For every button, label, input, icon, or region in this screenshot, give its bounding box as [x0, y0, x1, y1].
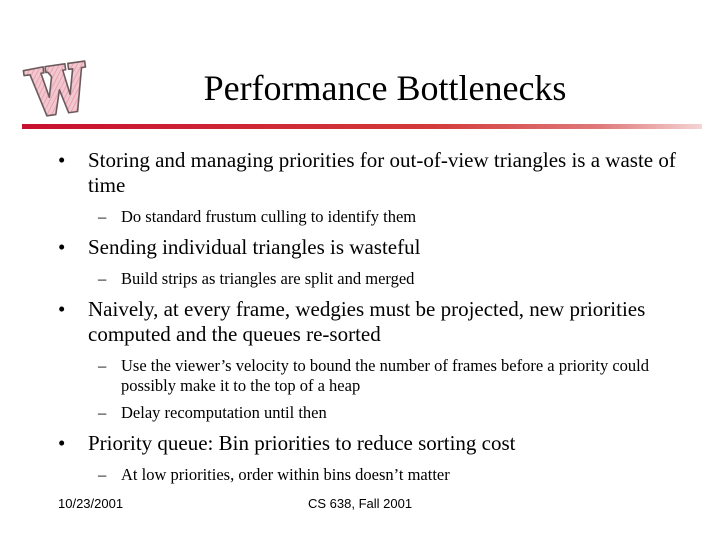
- sub-bullet-item: [58, 465, 688, 485]
- bullet-dot: •: [58, 235, 66, 259]
- bullet-dot: •: [58, 297, 66, 321]
- bullet-text: Naively, at every frame, wedgies must be projected, new priorities computed and the queues re-sorted: [88, 297, 646, 346]
- sub-bullet-text: Use the viewer’s velocity to bound the number of frames before a priority could possibly make it to the top of a heap: [121, 356, 649, 395]
- sub-bullet-text: Build strips as triangles are split and merged: [121, 269, 415, 288]
- sub-bullet-dash: –: [98, 269, 107, 288]
- bullet-dot: •: [58, 431, 66, 455]
- bullet-item: [58, 235, 688, 260]
- sub-bullet-dash: –: [98, 465, 107, 484]
- bullet-item: [58, 297, 688, 347]
- sub-bullet-item: [58, 207, 688, 227]
- sub-bullet-text: At low priorities, order within bins doesn’t matter: [121, 465, 450, 484]
- bullet-item: [58, 148, 688, 198]
- slide-title: Performance Bottlenecks: [203, 68, 567, 108]
- bullet-text: Priority queue: Bin priorities to reduce sorting cost: [88, 431, 516, 455]
- sub-bullet-text: Do standard frustum culling to identify them: [121, 207, 417, 226]
- sub-bullet-item: [58, 356, 688, 396]
- bullet-text: Sending individual triangles is wasteful: [88, 235, 421, 259]
- sub-bullet-text: Delay recomputation until then: [121, 403, 327, 422]
- sub-bullet-dash: –: [98, 403, 107, 422]
- footer-date: 10/23/2001: [58, 496, 124, 511]
- title-divider: [22, 124, 702, 129]
- sub-bullet-dash: –: [98, 207, 107, 226]
- footer-course: CS 638, Fall 2001: [308, 496, 413, 511]
- sub-bullet-item: [58, 403, 688, 423]
- sub-bullet-dash: –: [98, 356, 107, 375]
- bullet-item: [58, 431, 688, 456]
- bullet-list: [58, 148, 688, 485]
- wisconsin-w-logo-icon: [22, 52, 94, 122]
- bullet-text: Storing and managing priorities for out-of-view triangles is a waste of time: [88, 148, 676, 197]
- sub-bullet-item: [58, 269, 688, 289]
- bullet-dot: •: [58, 148, 66, 172]
